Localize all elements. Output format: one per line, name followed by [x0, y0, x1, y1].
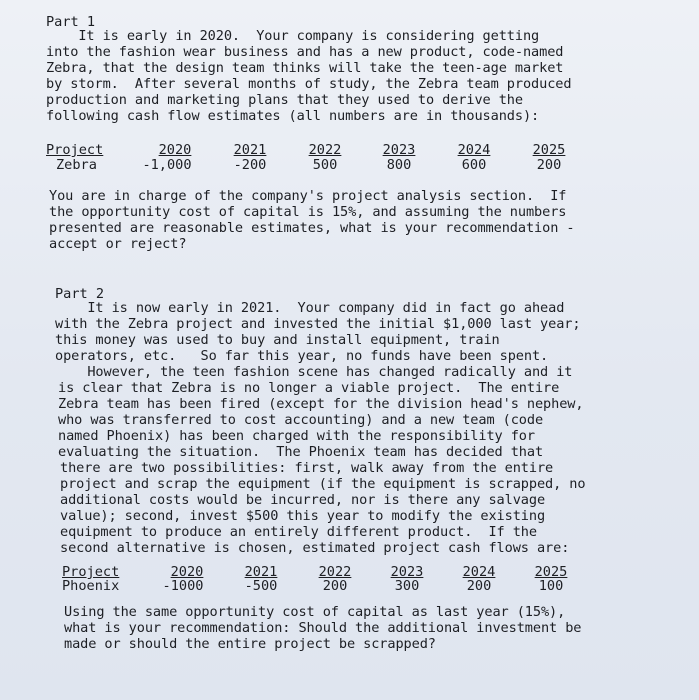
- part2-year-2023: 2023: [390, 564, 424, 580]
- part1-heading: Part 1: [46, 14, 96, 30]
- part1-year-2020: 2020: [158, 142, 192, 158]
- part1-value-2024: 600: [461, 157, 487, 173]
- part1-year-2025: 2025: [532, 142, 566, 158]
- part2-line-10: evaluating the situation. The Phoenix team has decided that: [58, 444, 544, 460]
- part1-value-2022: 500: [312, 157, 338, 173]
- part1-question-line-1: You are in charge of the company's project analysis section. If: [49, 188, 567, 204]
- part2-line-7: Zebra team has been fired (except for the division head's nephew,: [58, 396, 584, 412]
- part1-value-2021: -200: [233, 157, 267, 173]
- part2-value-2025: 100: [538, 578, 564, 594]
- part2-value-2024: 200: [466, 578, 492, 594]
- part2-heading: Part 2: [55, 286, 105, 302]
- part1-line-5: production and marketing plans that they used to derive the: [46, 92, 523, 108]
- part1-question-line-4: accept or reject?: [49, 236, 187, 252]
- part2-value-2022: 200: [322, 578, 348, 594]
- part2-line-8: who was transferred to cost accounting) and a new team (code: [58, 412, 544, 428]
- part2-line-16: second alternative is chosen, estimated project cash flows are:: [60, 540, 570, 556]
- part1-table-row-label: Zebra: [56, 157, 97, 173]
- part1-line-2: into the fashion wear business and has a new product, code-named: [46, 44, 564, 60]
- part1-question-line-2: the opportunity cost of capital is 15%, and assuming the numbers: [49, 204, 567, 220]
- part2-year-2025: 2025: [534, 564, 568, 580]
- part2-year-2020: 2020: [170, 564, 204, 580]
- part1-table-header-label: Project: [46, 142, 104, 158]
- part2-line-1: It is now early in 2021. Your company did in fact go ahead: [55, 300, 565, 316]
- part2-line-13: additional costs would be incurred, nor is there any salvage: [60, 492, 546, 508]
- part2-question-line-3: made or should the entire project be scrapped?: [64, 636, 436, 652]
- part2-value-2023: 300: [394, 578, 420, 594]
- part2-line-2: with the Zebra project and invested the initial $1,000 last year;: [55, 316, 581, 332]
- part2-year-2021: 2021: [244, 564, 278, 580]
- part2-question-line-1: Using the same opportunity cost of capital as last year (15%),: [64, 604, 566, 620]
- part2-line-12: project and scrap the equipment (if the equipment is scrapped, no: [60, 476, 586, 492]
- part1-line-4: by storm. After several months of study, the Zebra team produced: [46, 76, 572, 92]
- part1-line-1: It is early in 2020. Your company is considering getting: [46, 28, 540, 44]
- part2-line-14: value); second, invest $500 this year to modify the existing: [60, 508, 546, 524]
- part1-year-2023: 2023: [382, 142, 416, 158]
- part2-value-2020: -1000: [162, 578, 204, 594]
- part1-line-6: following cash flow estimates (all numbers are in thousands):: [46, 108, 540, 124]
- part1-year-2022: 2022: [308, 142, 342, 158]
- part1-value-2025: 200: [536, 157, 562, 173]
- part2-table-header-label: Project: [62, 564, 120, 580]
- part2-line-15: equipment to produce an entirely different product. If the: [60, 524, 537, 540]
- part2-line-6: is clear that Zebra is no longer a viable project. The entire: [58, 380, 560, 396]
- part1-year-2024: 2024: [457, 142, 491, 158]
- part2-year-2024: 2024: [462, 564, 496, 580]
- part2-year-2022: 2022: [318, 564, 352, 580]
- part1-value-2023: 800: [386, 157, 412, 173]
- part2-line-5: However, the teen fashion scene has changed radically and it: [55, 364, 573, 380]
- part2-line-11: there are two possibilities: first, walk away from the entire: [60, 460, 554, 476]
- part2-value-2021: -500: [244, 578, 278, 594]
- part1-line-3: Zebra, that the design team thinks will take the teen-age market: [46, 60, 564, 76]
- part2-line-4: operators, etc. So far this year, no funds have been spent.: [55, 348, 549, 364]
- part1-question-line-3: presented are reasonable estimates, what is your recommendation -: [49, 220, 575, 236]
- part1-year-2021: 2021: [233, 142, 267, 158]
- part1-value-2020: -1,000: [142, 157, 192, 173]
- part2-line-9: named Phoenix) has been charged with the responsibility for: [58, 428, 535, 444]
- part2-table-row-label: Phoenix: [62, 578, 120, 594]
- part2-question-line-2: what is your recommendation: Should the additional investment be: [64, 620, 582, 636]
- part2-line-3: this money was used to buy and install equipment, train: [55, 332, 500, 348]
